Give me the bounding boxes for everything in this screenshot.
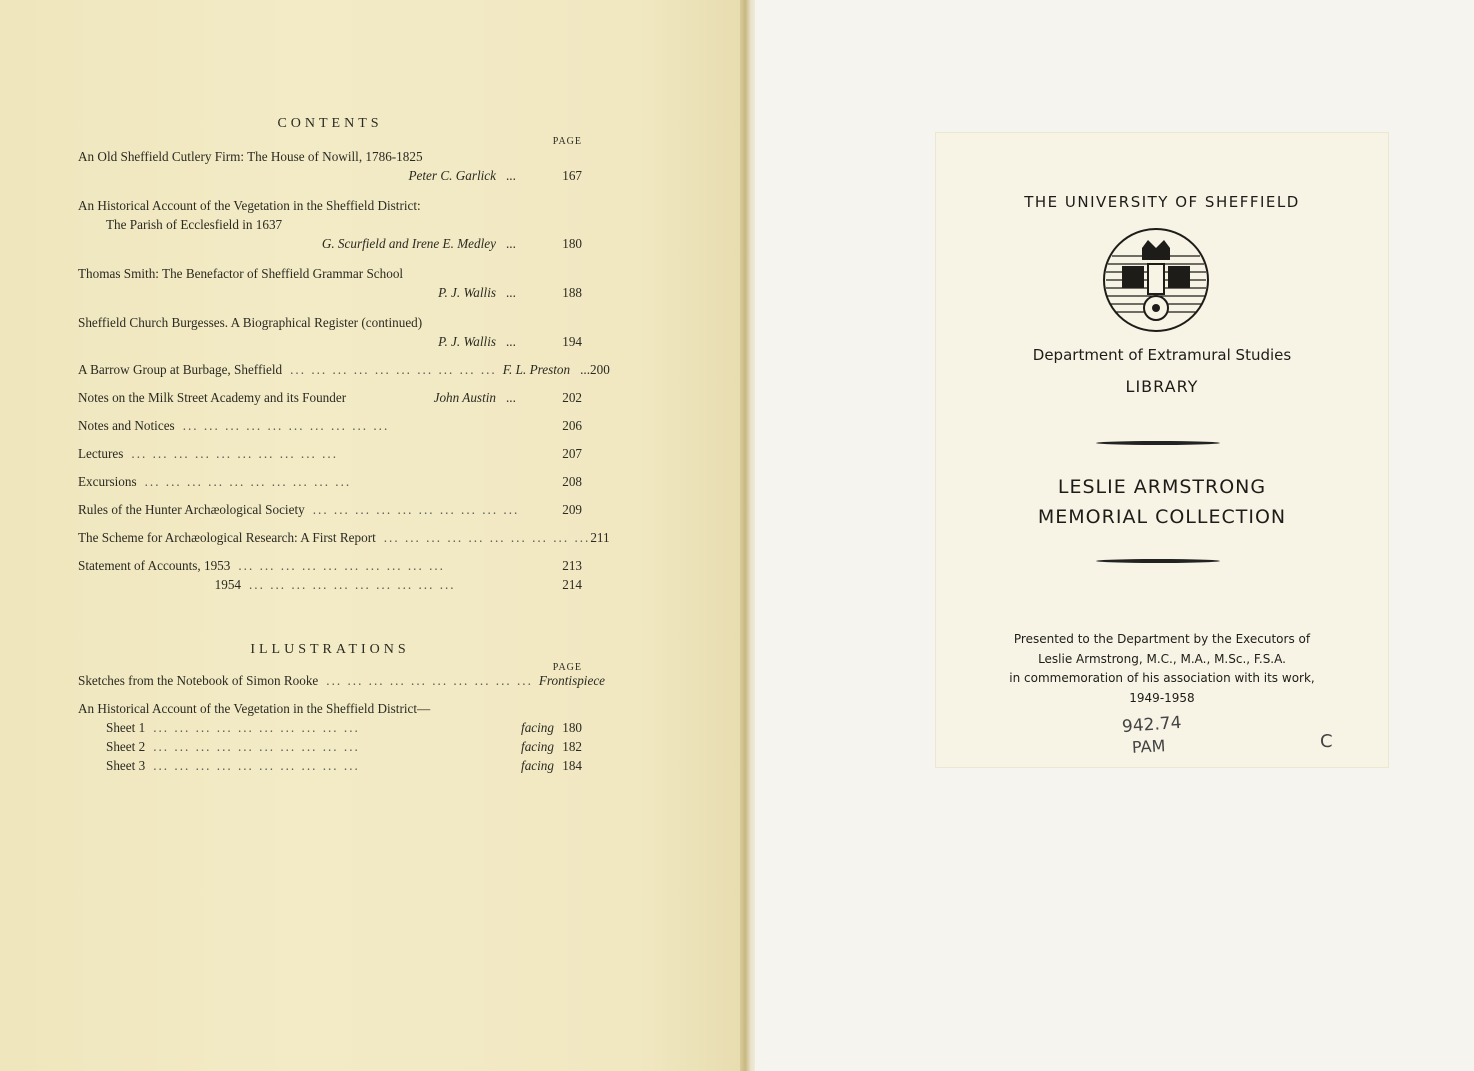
toc-entry — [78, 502, 582, 521]
handwritten-classmark: 942.74 — [1121, 712, 1183, 738]
toc-entry — [78, 530, 610, 549]
toc-entry — [78, 149, 582, 187]
toc-title: Rules of the Hunter Archæological Society — [78, 502, 305, 517]
illustration-title: An Historical Account of the Vegetation in the Sheffield District— — [78, 701, 431, 716]
toc-page: 214 — [562, 577, 582, 592]
illustrations-page-label: PAGE — [552, 662, 582, 673]
toc-dots: ... — [506, 285, 516, 300]
toc-title: Statement of Accounts, 1953 — [78, 558, 231, 573]
toc-dot-leader: ... ... ... ... ... ... ... ... ... ... — [249, 577, 456, 592]
toc-page: 213 — [562, 558, 582, 573]
contents-section — [78, 116, 610, 777]
library-label: LIBRARY — [1125, 377, 1199, 396]
illustration-sheet — [78, 739, 582, 758]
sheet-label: Sheet 1 — [106, 720, 146, 735]
toc-page: 209 — [562, 502, 582, 517]
toc-dots: ... — [506, 390, 516, 405]
toc-page: 167 — [562, 168, 582, 183]
collection-title-2: MEMORIAL COLLECTION — [1037, 506, 1287, 528]
toc-dot-leader: ... ... ... ... ... ... ... ... ... ... — [153, 720, 360, 735]
toc-title: Thomas Smith: The Benefactor of Sheffield Grammar School — [78, 266, 404, 281]
bookplate — [936, 133, 1388, 767]
toc-author: P. J. Wallis — [438, 285, 496, 300]
divider-rule — [1096, 559, 1220, 563]
toc-dot-leader: ... ... ... ... ... ... ... ... ... ... — [131, 446, 338, 461]
contents-page-label: PAGE — [552, 136, 582, 147]
university-name: THE UNIVERSITY OF SHEFFIELD — [1024, 193, 1300, 211]
toc-dot-leader: ... ... ... ... ... ... ... ... ... ... — [153, 739, 360, 754]
toc-title: An Historical Account of the Vegetation in the Sheffield District: — [78, 198, 421, 213]
handwritten-mark: C — [1320, 731, 1333, 752]
toc-entry — [78, 446, 582, 465]
toc-dots: ... — [506, 236, 516, 251]
collection-title-1: LESLIE ARMSTRONG — [1057, 476, 1267, 498]
illustration-entry — [78, 673, 606, 692]
toc-entry — [78, 315, 582, 353]
toc-page: 200 — [590, 362, 610, 377]
toc-entry — [78, 390, 582, 409]
toc-page: 206 — [562, 418, 582, 433]
university-crest-icon — [1102, 226, 1210, 334]
toc-page: 188 — [562, 285, 582, 300]
presentation-line: Leslie Armstrong, M.C., M.A., M.Sc., F.S.A. — [1038, 651, 1286, 666]
toc-dot-leader: ... ... ... ... ... ... ... ... ... ... — [153, 758, 360, 773]
toc-title: Notes and Notices — [78, 418, 175, 433]
toc-author: P. J. Wallis — [438, 334, 496, 349]
presentation-line: Presented to the Department by the Executors of — [1013, 632, 1311, 646]
presentation-line: 1949-1958 — [1129, 690, 1195, 705]
toc-title: 1954 — [214, 577, 241, 592]
toc-entry — [78, 474, 582, 493]
toc-author: John Austin — [433, 390, 496, 405]
toc-title-cont: The Parish of Ecclesfield in 1637 — [106, 217, 283, 232]
illustrations-heading: ILLUSTRATIONS — [250, 642, 410, 657]
sheet-facing: facing — [521, 739, 554, 754]
toc-entry — [78, 418, 582, 437]
toc-title: The Scheme for Archæological Research: A First Report — [78, 530, 376, 545]
presentation-line: in commemoration of his association with its work, — [1009, 671, 1315, 685]
toc-title: Notes on the Milk Street Academy and its Founder — [78, 390, 347, 405]
sheet-page: 184 — [562, 758, 582, 773]
toc-page: 208 — [562, 474, 582, 489]
toc-entry — [78, 577, 582, 596]
toc-dot-leader: ... ... ... ... ... ... ... ... ... ... — [182, 418, 390, 433]
illustration-sheet — [78, 758, 582, 777]
toc-dot-leader: ... ... ... ... ... ... ... ... ... ... — [290, 362, 497, 377]
illustration-ref: Frontispiece — [538, 673, 606, 688]
toc-dots: ... — [506, 168, 516, 183]
illustration-title: Sketches from the Notebook of Simon Rooke — [78, 673, 319, 688]
toc-title: Excursions — [78, 474, 137, 489]
handwritten-code: PAM — [1131, 736, 1166, 757]
divider-rule — [1096, 441, 1220, 445]
sheet-page: 182 — [562, 739, 582, 754]
toc-author: F. L. Preston — [502, 362, 571, 377]
toc-title: Sheffield Church Burgesses. A Biographical Register (continued) — [78, 315, 423, 330]
toc-title: Lectures — [78, 446, 124, 461]
sheet-label: Sheet 3 — [106, 758, 146, 773]
toc-dot-leader: ... ... ... ... ... ... ... ... ... ... — [144, 474, 352, 489]
toc-dot-leader: ... ... ... ... ... ... ... ... ... ... — [326, 673, 533, 688]
toc-title: A Barrow Group at Burbage, Sheffield — [78, 362, 283, 377]
toc-entry — [78, 362, 610, 381]
toc-author: Peter C. Garlick — [408, 168, 496, 183]
illustration-sheet — [78, 720, 582, 739]
sheet-page: 180 — [562, 720, 582, 735]
toc-author: G. Scurfield and Irene E. Medley — [321, 236, 496, 251]
toc-title: An Old Sheffield Cutlery Firm: The House of Nowill, 1786-1825 — [78, 149, 423, 164]
toc-page: 202 — [562, 390, 582, 405]
toc-page: 207 — [562, 446, 582, 461]
toc-page: 211 — [590, 530, 610, 545]
toc-entry — [78, 198, 582, 255]
sheet-facing: facing — [521, 720, 554, 735]
toc-dot-leader: ... ... ... ... ... ... ... ... ... ... — [238, 558, 445, 573]
toc-entry — [78, 558, 582, 577]
sheet-label: Sheet 2 — [106, 739, 146, 754]
toc-dots: ... — [580, 362, 591, 377]
contents-heading: CONTENTS — [277, 116, 383, 131]
toc-dot-leader: ... ... ... ... ... ... ... ... ... ... — [383, 530, 591, 545]
toc-page: 194 — [562, 334, 582, 349]
illustration-group-title — [78, 701, 582, 720]
toc-dot-leader: ... ... ... ... ... ... ... ... ... ... — [312, 502, 520, 517]
department-name: Department of Extramural Studies — [1032, 346, 1292, 364]
toc-page: 180 — [562, 236, 582, 251]
sheet-facing: facing — [521, 758, 554, 773]
presentation-text — [936, 630, 1388, 708]
toc-dots: ... — [506, 334, 516, 349]
toc-entry — [78, 266, 582, 304]
